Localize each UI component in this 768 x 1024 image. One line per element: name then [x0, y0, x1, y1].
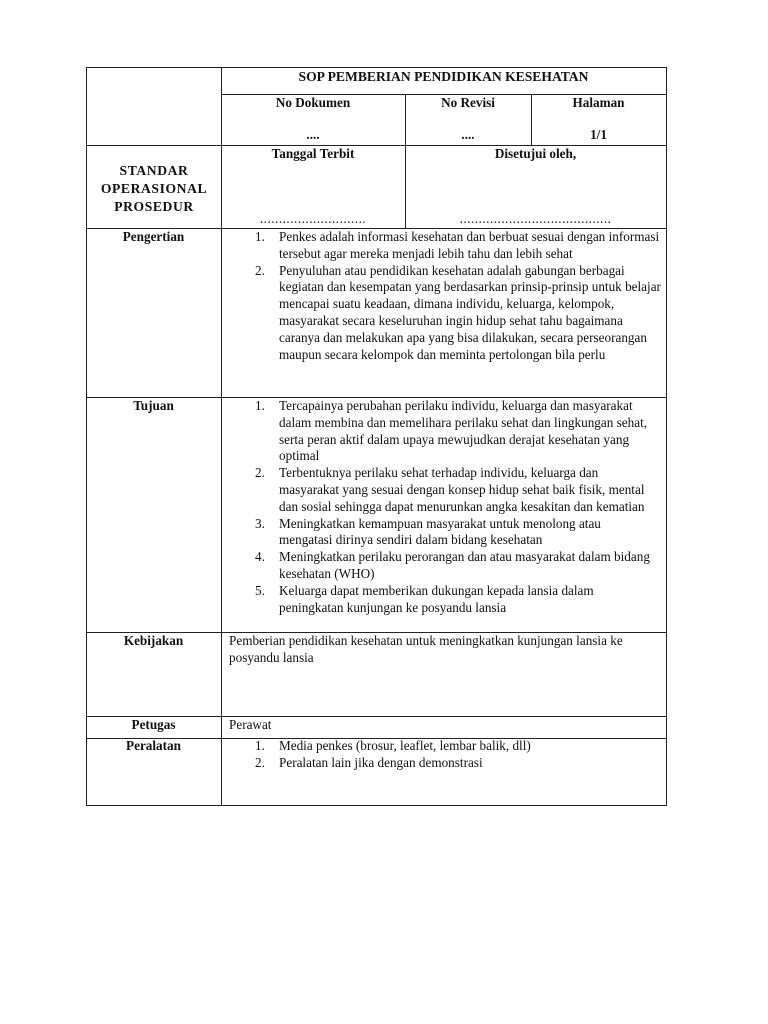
tujuan-list [226, 398, 656, 616]
halaman-label: Halaman [572, 95, 625, 110]
list-item: 1. Tercapainya perubahan perilaku individu, keluarga dan masyarakat dalam membina dan memelihara perilaku sehat dan lingkungan sehat, serta peran aktif dalam upaya mewujudkan derajat kesehatan yang optimal [255, 398, 648, 464]
halaman-value: 1/1 [590, 127, 607, 142]
disetujui-label: Disetujui oleh, [494, 146, 577, 161]
pengertian-label: Pengertian [122, 229, 185, 244]
peralatan-list [226, 738, 656, 772]
list-item: 1. Media penkes (brosur, leaflet, lembar balik, dll) [255, 738, 531, 753]
disetujui-value: ........................................ [459, 211, 612, 226]
petugas-text: Perawat [229, 717, 272, 732]
tanggal-terbit-label: Tanggal Terbit [271, 146, 355, 161]
peralatan-content [226, 738, 656, 772]
list-item: 4. Meningkatkan perilaku perorangan dan atau masyarakat dalam bidang kesehatan (WHO) [255, 549, 650, 581]
tanggal-terbit-value: ............................ [259, 211, 367, 226]
no-dokumen-label: No Dokumen [275, 95, 351, 110]
no-revisi-value: .... [461, 127, 475, 142]
pengertian-content [226, 229, 664, 363]
kebijakan-label: Kebijakan [123, 633, 184, 648]
kebijakan-text: Pemberian pendidikan kesehatan untuk meningkatkan kunjungan lansia ke posyandu lansia [229, 633, 623, 665]
list-item: 1. Penkes adalah informasi kesehatan dan berbuat sesuai dengan informasi tersebut agar mereka menjadi lebih tahu dan lebih sehat [255, 229, 660, 261]
petugas-label: Petugas [131, 717, 176, 732]
border-bottom [86, 805, 667, 806]
tujuan-label: Tujuan [133, 398, 174, 413]
border-right [666, 67, 667, 805]
pengertian-list [226, 229, 664, 363]
sop-label: STANDAR OPERASIONAL PROSEDUR [100, 163, 208, 214]
sop-document [86, 67, 666, 805]
list-item: 2. Penyuluhan atau pendidikan kesehatan adalah gabungan berbagai kegiatan dan kesempatan yang berdasarkan prinsip-prinsip untuk belajar mencapai suatu keadaan, dimana individu, keluarga, kelompok, masyarakat secara keseluruhan ingin hidup sehat tahu bagaimana caranya dan melakukan apa yang bisa dilakukan, secara perseorangan maupun secara kelompok dan meminta pertolongan bila perlu [255, 262, 661, 362]
border-left [86, 67, 87, 805]
document-title: SOP PEMBERIAN PENDIDIKAN KESEHATAN [298, 69, 589, 84]
column-divider [221, 67, 222, 805]
list-item: 2. Peralatan lain jika dengan demonstrasi [255, 754, 483, 770]
list-item: 3. Meningkatkan kemampuan masyarakat untuk menolong atau mengatasi dirinya sendiri dalam bidang kesehatan [255, 515, 601, 548]
no-revisi-label: No Revisi [441, 95, 495, 110]
no-dokumen-value: .... [306, 127, 320, 142]
tujuan-content [226, 398, 656, 616]
list-item: 5. Keluarga dapat memberikan dukungan kepada lansia dalam peningkatan kunjungan ke posyandu lansia [255, 582, 594, 615]
list-item: 2. Terbentuknya perilaku sehat terhadap individu, keluarga dan masyarakat yang sesuai dengan konsep hidup sehat baik fisik, mental dan sosial sehingga dapat menurunkan angka kesakitan dan kematian [255, 465, 645, 514]
border-top [86, 67, 666, 68]
peralatan-label: Peralatan [126, 738, 181, 753]
